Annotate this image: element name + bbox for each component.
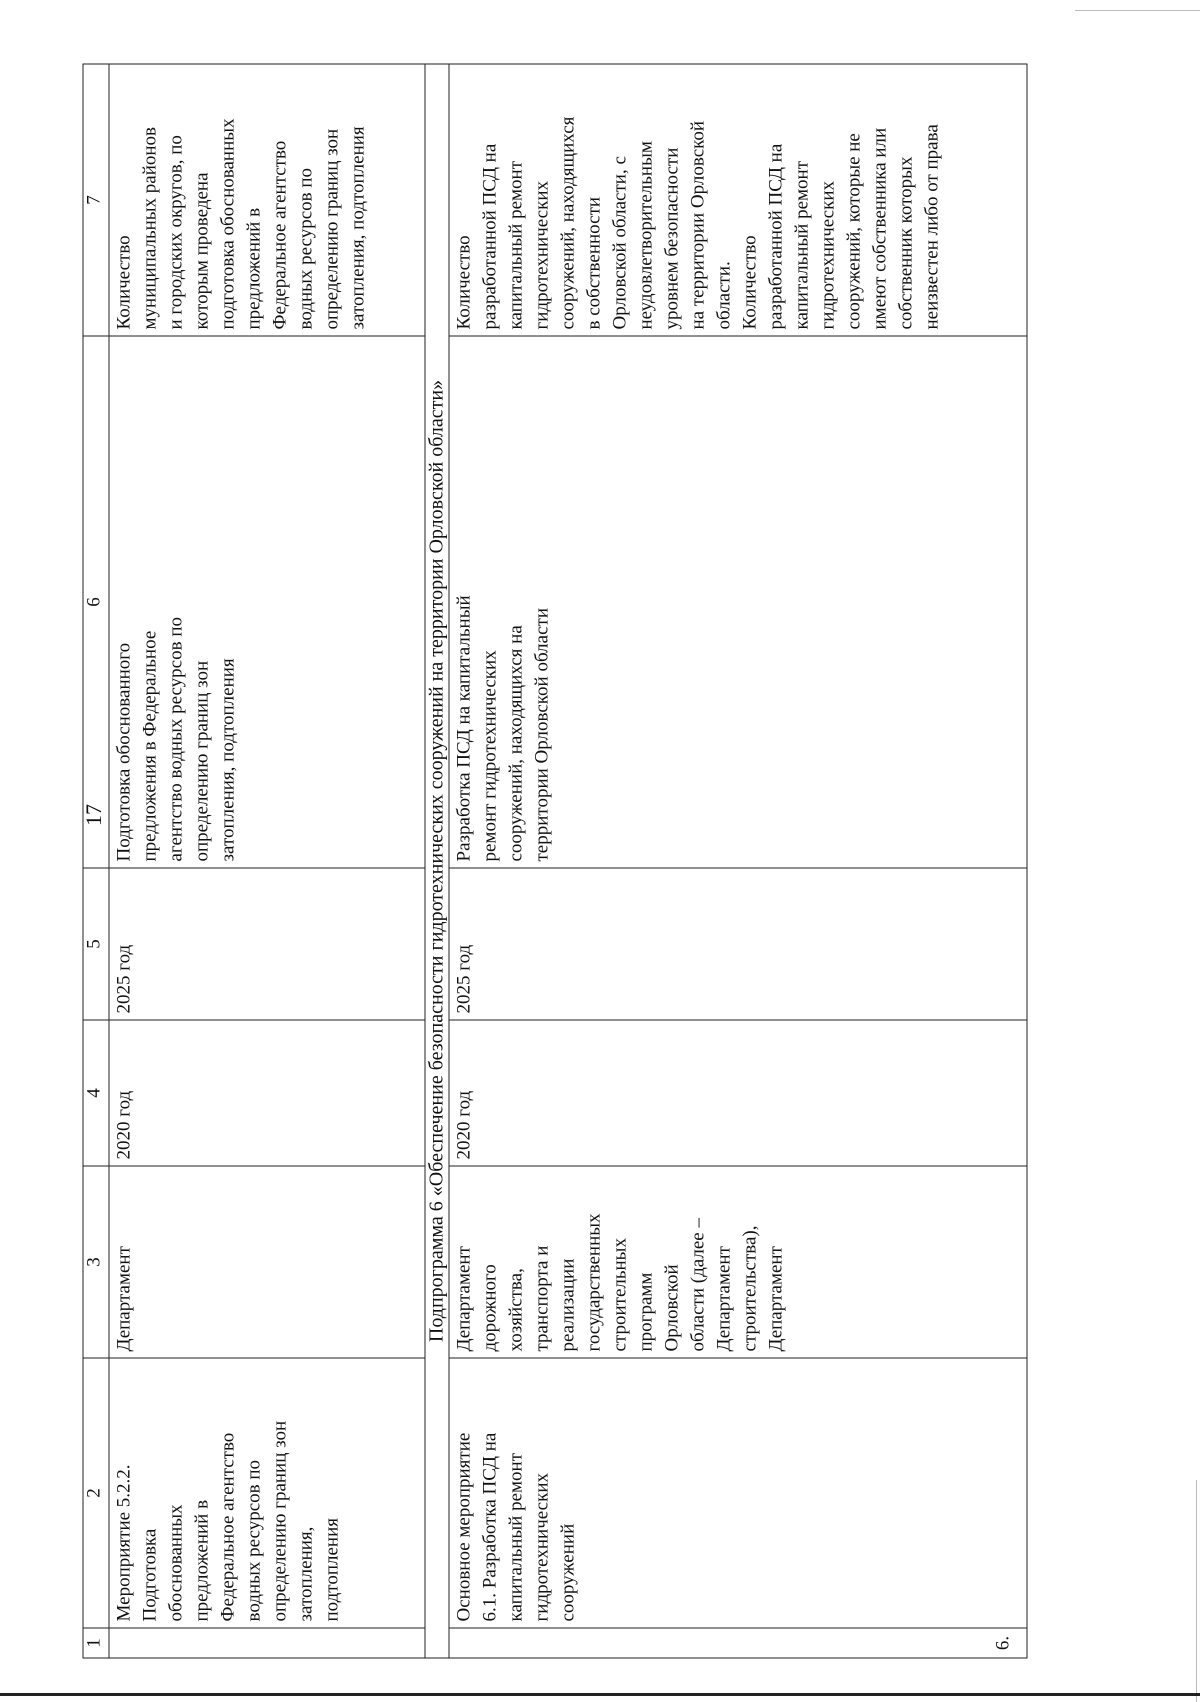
- page-number: 17: [81, 804, 106, 826]
- row-number-cell: [109, 1628, 425, 1658]
- subprogram-row: [425, 64, 449, 1658]
- header-cell: 2: [83, 1358, 109, 1628]
- executor-cell: Департамент дорожного хозяйства, транспорта и реализации государственных строительных программ Орловской области (далее – Департамент строительства), Департамент: [449, 1166, 1027, 1358]
- end-year-cell: 2025 год: [449, 868, 1027, 1020]
- measure-name-cell: Основное мероприятие 6.1. Разработка ПСД на капитальный ремонт гидротехнических сооружений: [449, 1358, 1027, 1628]
- start-year-cell: 2020 год: [449, 1020, 1027, 1166]
- header-cell: 1: [83, 1628, 109, 1658]
- rotated-table-sheet: [83, 65, 1028, 1659]
- subprogram-title: Подпрограмма 6 «Обеспечение безопасности гидротехнических сооружений на территории Орловской области»: [425, 64, 449, 1658]
- header-row: [83, 64, 109, 1658]
- indicator-cell: Количество муниципальных районов и городских округов, по которым проведена подготовка обоснованных предложений в Федеральное агентство водных ресурсов по определению границ зон затопления, подтопления: [109, 64, 425, 336]
- expected-result-cell: Разработка ПСД на капитальный ремонт гидротехнических сооружений, находящихся на территории Орловской области: [449, 336, 1027, 868]
- measure-name-cell: Мероприятие 5.2.2. Подготовка обоснованных предложений в Федеральное агентство водных ресурсов по определению границ зон затопления, подтопления: [109, 1358, 425, 1628]
- program-table: [83, 64, 1028, 1659]
- scan-edge-top: [1075, 10, 1200, 11]
- end-year-cell: 2025 год: [109, 868, 425, 1020]
- header-cell: 7: [83, 64, 109, 336]
- header-cell: 5: [83, 868, 109, 1020]
- table-row: [109, 64, 425, 1658]
- scan-edge-bottom: [0, 1693, 1200, 1696]
- table-row: [449, 64, 1027, 1658]
- header-cell: 4: [83, 1020, 109, 1166]
- header-cell: 6: [83, 336, 109, 868]
- row-number-cell: 6.: [449, 1628, 1027, 1658]
- expected-result-cell: Подготовка обоснованного предложения в Федеральное агентство водных ресурсов по определению границ зон затопления, подтопления: [109, 336, 425, 868]
- header-cell: 3: [83, 1166, 109, 1358]
- executor-cell: Департамент: [109, 1166, 425, 1358]
- scan-edge-right: [1196, 1480, 1197, 1702]
- start-year-cell: 2020 год: [109, 1020, 425, 1166]
- indicator-cell: Количество разработанной ПСД на капитальный ремонт гидротехнических сооружений, находящихся в собственности Орловской области, с неудовлетворительным уровнем безопасности на территории Орловской области. Количество разработанной ПСД на капитальный ремонт гидротехнических сооружений, которые не имеют собственника или собственник которых неизвестен либо от права: [449, 64, 1027, 336]
